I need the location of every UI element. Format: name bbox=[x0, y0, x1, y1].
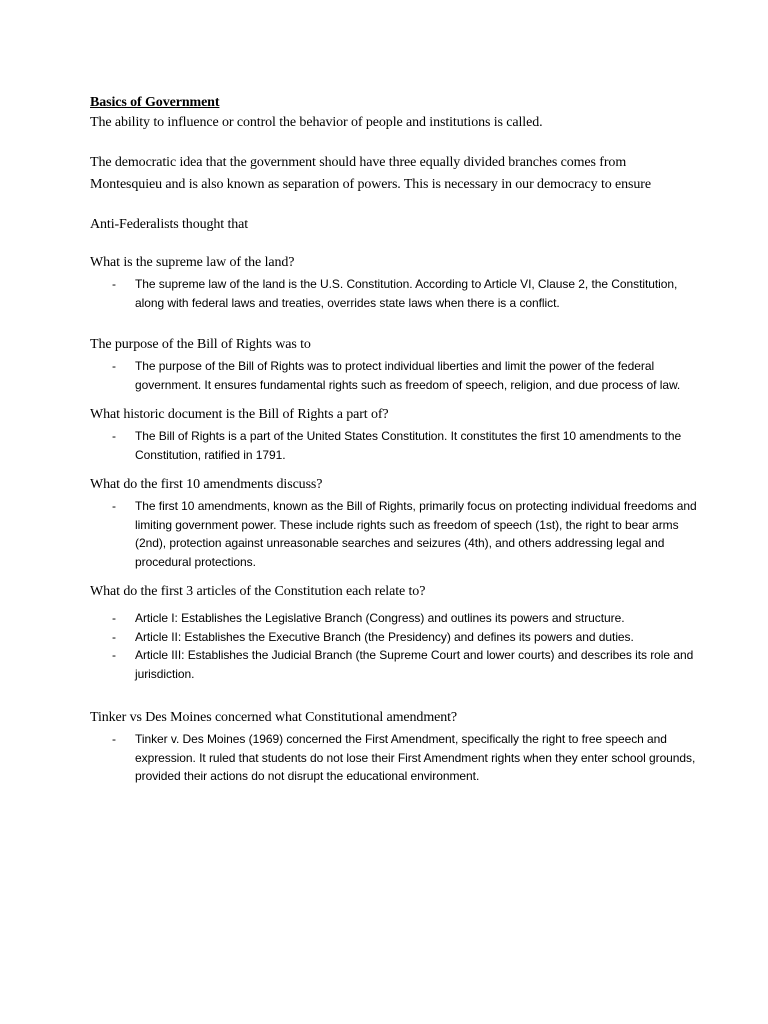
answer-text: The supreme law of the land is the U.S. Constitution. According to Article VI, Clause 2, the Constitution, along with federal laws and treaties, overrides state laws when there is a conflict. bbox=[135, 277, 678, 310]
bullet-dash: - bbox=[112, 499, 116, 513]
intro-paragraph-anti-federalists: Anti-Federalists thought that bbox=[90, 217, 249, 232]
intro-paragraph-power: The ability to influence or control the behavior of people and institutions is called. bbox=[90, 115, 543, 130]
bullet-dash: - bbox=[112, 359, 116, 373]
bullet-dash: - bbox=[112, 629, 116, 644]
answer-text: The Bill of Rights is a part of the United States Constitution. It constitutes the first 10 amendments to the Constitution, ratified in 1791. bbox=[135, 429, 682, 462]
answer-text: The purpose of the Bill of Rights was to protect individual liberties and limit the power of the federal government. It ensures fundamental rights such as freedom of speech, religion, and due process of law. bbox=[135, 359, 681, 392]
answer-text: Article III: Establishes the Judicial Branch (the Supreme Court and lower courts) and describes its role and jurisdiction. bbox=[135, 648, 694, 681]
question-tinker-vs-des-moines: Tinker vs Des Moines concerned what Constitutional amendment? bbox=[90, 710, 458, 725]
question-first-three-articles: What do the first 3 articles of the Constitution each relate to? bbox=[90, 584, 426, 599]
answer-list bbox=[90, 609, 700, 683]
answer-item bbox=[90, 497, 700, 571]
question-historic-document: What historic document is the Bill of Rights a part of? bbox=[90, 407, 389, 422]
bullet-dash: - bbox=[112, 732, 116, 746]
bullet-dash: - bbox=[112, 648, 116, 662]
answer-text: Tinker v. Des Moines (1969) concerned the First Amendment, specifically the right to free speech and expression. It ruled that students do not lose their First Amendment rights when they enter school grounds, provided their actions do not disrupt the educational environment. bbox=[135, 732, 696, 783]
document-page bbox=[90, 94, 700, 786]
answer-text: Article II: Establishes the Executive Branch (the Presidency) and defines its powers and duties. bbox=[135, 629, 634, 644]
document-title: Basics of Government bbox=[90, 95, 220, 110]
answer-list bbox=[90, 497, 700, 571]
answer-item bbox=[90, 427, 700, 464]
answer-list bbox=[90, 427, 700, 464]
bullet-dash: - bbox=[112, 429, 116, 443]
answer-list bbox=[90, 730, 700, 786]
intro-paragraph-separation-of-powers: The democratic idea that the government should have three equally divided branches comes from Montesquieu and is also known as separation of powers. This is necessary in our democracy to ensure bbox=[90, 155, 651, 192]
question-supreme-law: What is the supreme law of the land? bbox=[90, 255, 295, 270]
question-bill-of-rights-purpose: The purpose of the Bill of Rights was to bbox=[90, 337, 311, 352]
answer-list bbox=[90, 357, 700, 394]
answer-item bbox=[90, 609, 700, 628]
bullet-dash: - bbox=[112, 277, 116, 291]
answer-text: The first 10 amendments, known as the Bill of Rights, primarily focus on protecting individual freedoms and limiting government power. These include rights such as freedom of speech (1st), the right to bear arms (2nd), protection against unreasonable searches and seizures (4th), and others addressing legal and procedural protections. bbox=[135, 499, 697, 569]
answer-item bbox=[90, 646, 700, 683]
answer-item bbox=[90, 275, 700, 312]
bullet-dash: - bbox=[112, 611, 116, 625]
answer-item bbox=[90, 357, 700, 394]
answer-item bbox=[90, 628, 700, 647]
answer-list bbox=[90, 275, 700, 312]
question-first-ten-amendments: What do the first 10 amendments discuss? bbox=[90, 477, 323, 492]
answer-text: Article I: Establishes the Legislative Branch (Congress) and outlines its powers and structure. bbox=[135, 611, 625, 625]
answer-item bbox=[90, 730, 700, 786]
